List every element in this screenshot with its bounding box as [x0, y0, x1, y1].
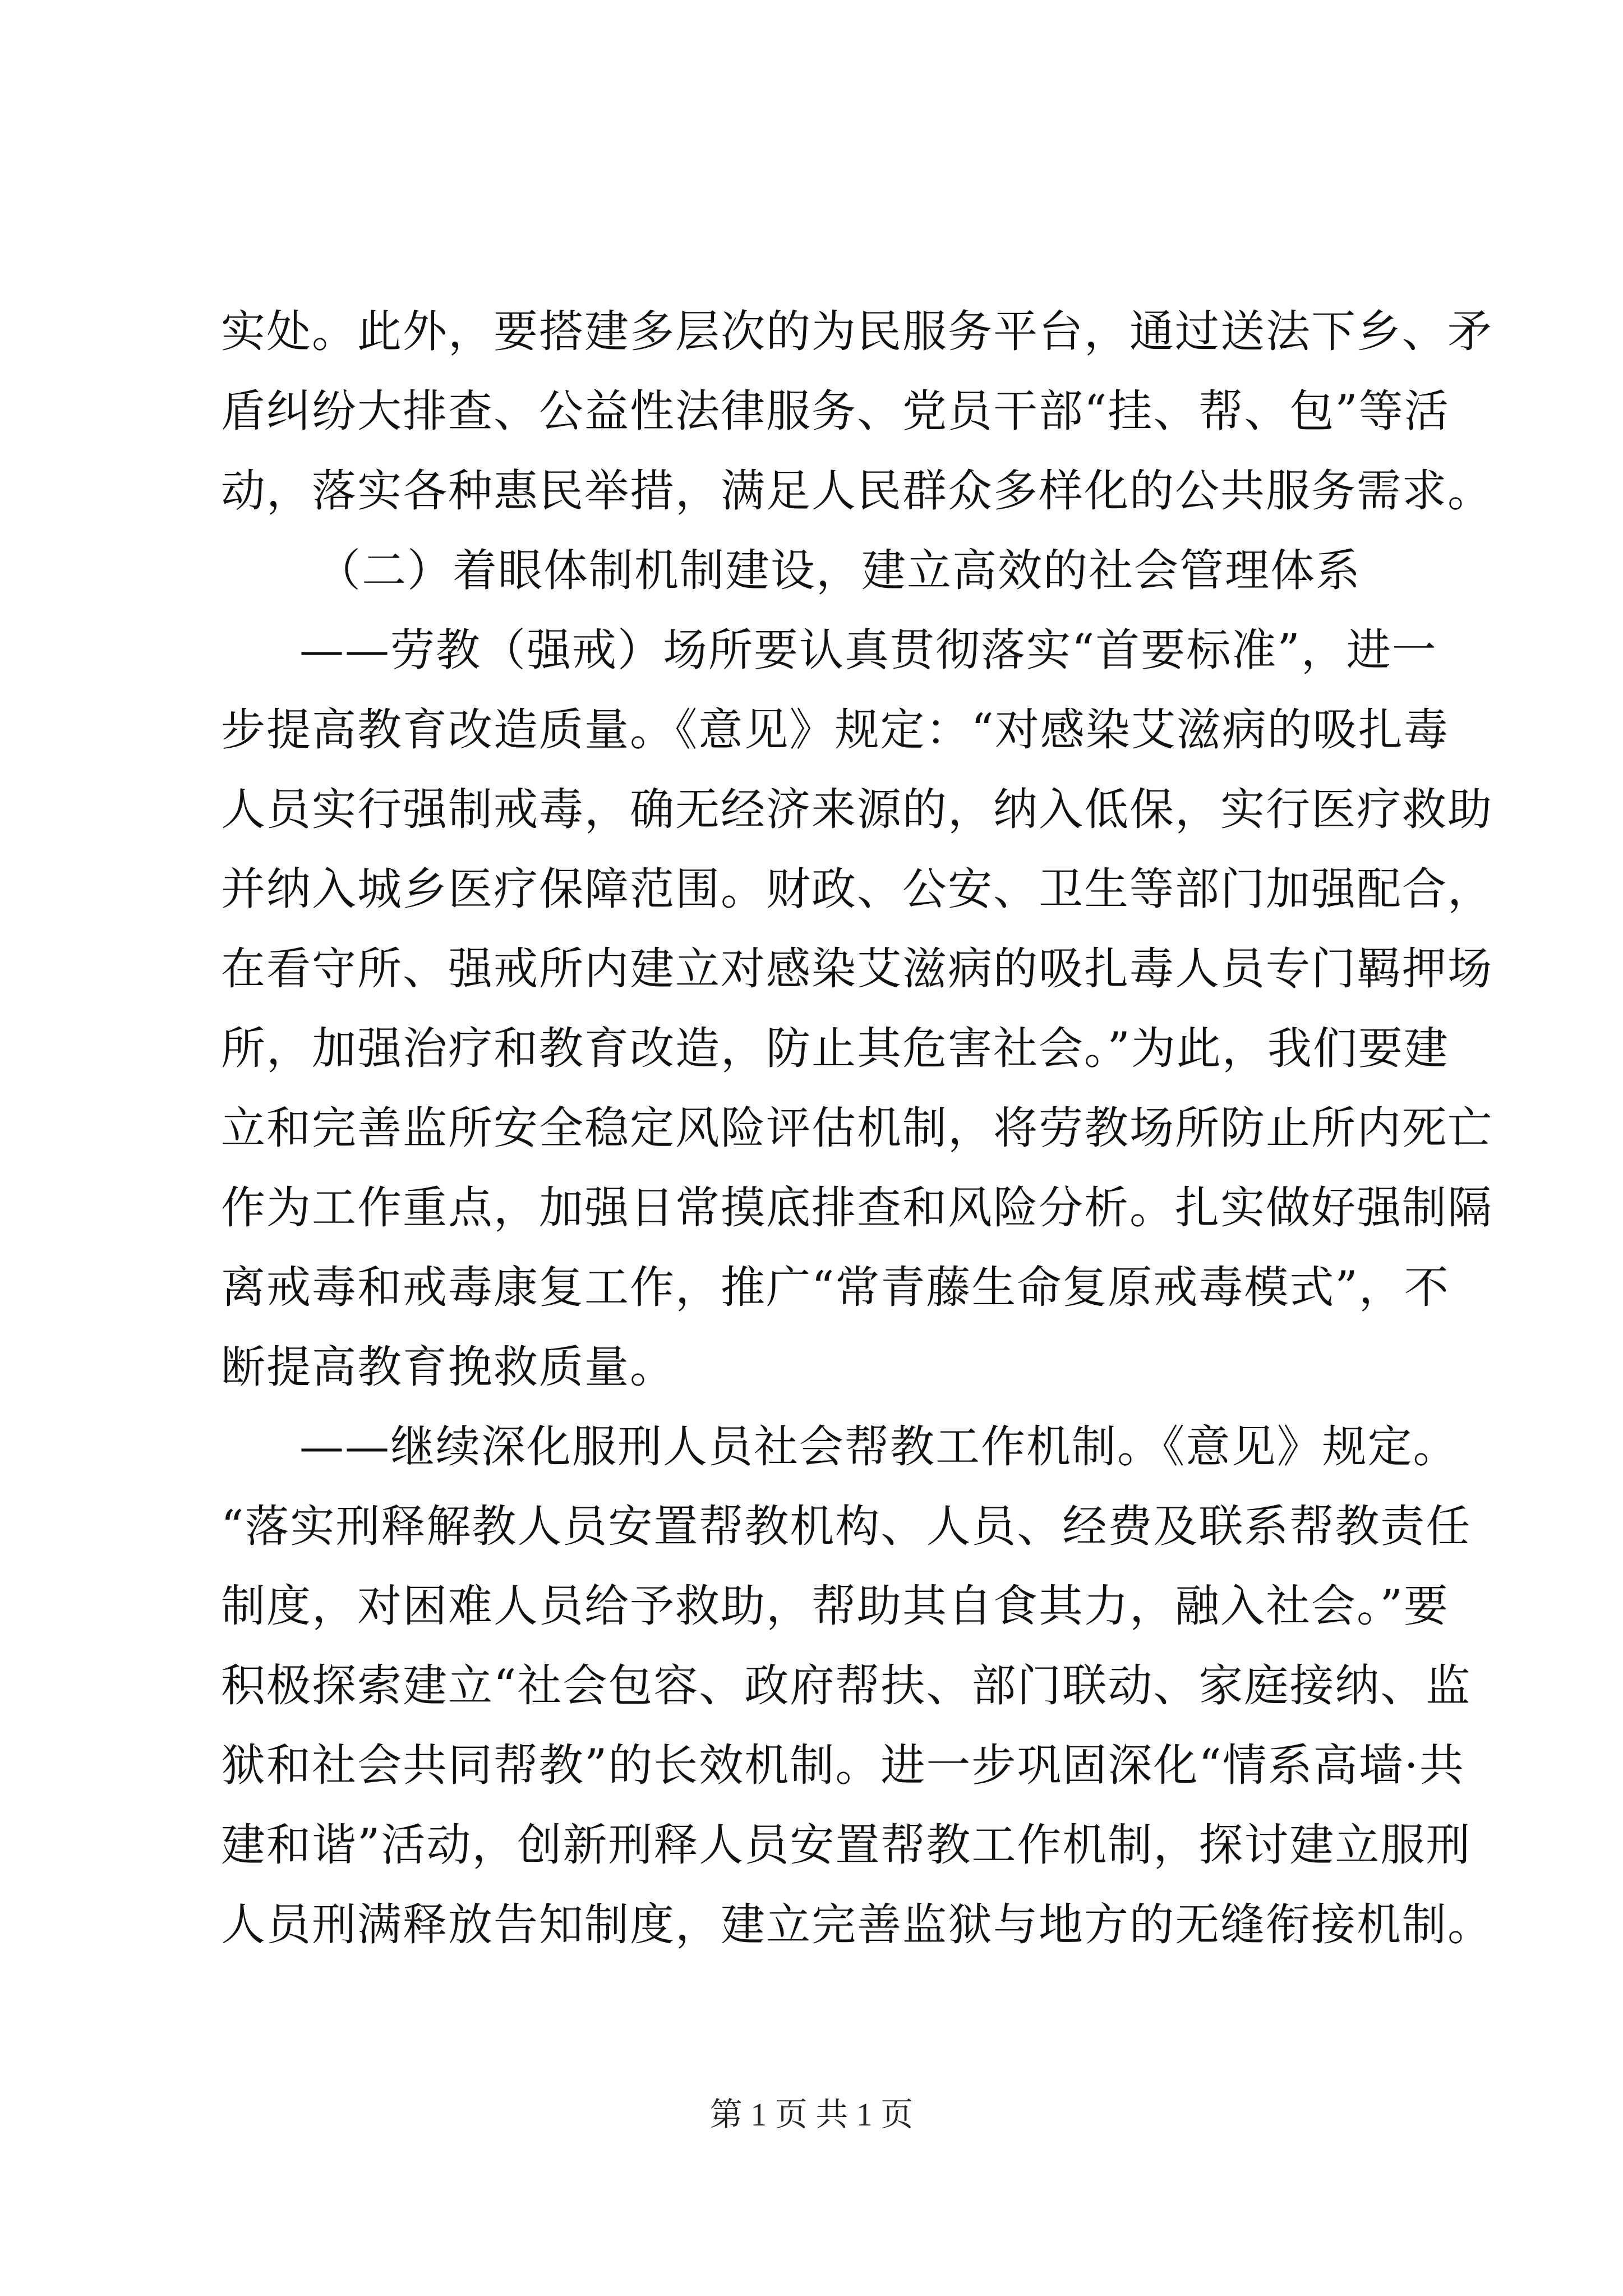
text-line: ——劳教（强戒）场所要认真贯彻落实“首要标准”，进一 — [299, 624, 1437, 676]
text-line: “落实刑释解教人员安置帮教机构、人员、经费及联系帮教责任 — [221, 1501, 1472, 1552]
text-line: 作为工作重点，加强日常摸底排查和风险分析。扎实做好强制隔 — [221, 1182, 1493, 1234]
text-line: 并纳入城乡医疗保障范围。财政、公安、卫生等部门加强配合， — [221, 863, 1493, 915]
text-line: 所，加强治疗和教育改造，防止其危害社会。”为此，我们要建 — [221, 1023, 1449, 1074]
text-line: 积极探索建立“社会包容、政府帮扶、部门联动、家庭接纳、监 — [221, 1660, 1472, 1711]
text-line: 立和完善监所安全稳定风险评估机制，将劳教场所防止所内死亡 — [221, 1102, 1493, 1154]
text-line: 建和谐”活动，创新刑释人员安置帮教工作机制，探讨建立服刑 — [221, 1819, 1472, 1871]
document-body — [221, 292, 1493, 1964]
section-heading: （二）着眼体制机制建设，建立高效的社会管理体系 — [316, 545, 1361, 596]
text-line: 步提高教育改造质量。《意见》规定：“对感染艾滋病的吸扎毒 — [221, 704, 1449, 756]
text-line: 动，落实各种惠民举措，满足人民群众多样化的公共服务需求。 — [221, 465, 1493, 517]
text-line: 实处。此外，要搭建多层次的为民服务平台，通过送法下乡、矛 — [221, 306, 1493, 357]
text-line: 制度，对困难人员给予救助，帮助其自食其力，融入社会。”要 — [221, 1580, 1449, 1632]
text-line: 在看守所、强戒所内建立对感染艾滋病的吸扎毒人员专门羁押场 — [221, 943, 1493, 995]
text-line: 断提高教育挽救质量。 — [221, 1341, 675, 1393]
page-footer: 第 1 页 共 1 页 — [709, 2096, 914, 2133]
text-line: 离戒毒和戒毒康复工作，推广“常青藤生命复原戒毒模式”，不 — [221, 1262, 1450, 1313]
text-line: 狱和社会共同帮教”的长效机制。进一步巩固深化“情系高墙·共 — [221, 1740, 1465, 1791]
text-line: 人员实行强制戒毒，确无经济来源的，纳入低保，实行医疗救助 — [221, 784, 1493, 835]
text-line: 盾纠纷大排查、公益性法律服务、党员干部“挂、帮、包”等活 — [221, 385, 1450, 437]
text-line: ——继续深化服刑人员社会帮教工作机制。《意见》规定。 — [299, 1421, 1459, 1473]
text-line: 人员刑满释放告知制度，建立完善监狱与地方的无缝衔接机制。 — [221, 1899, 1493, 1950]
